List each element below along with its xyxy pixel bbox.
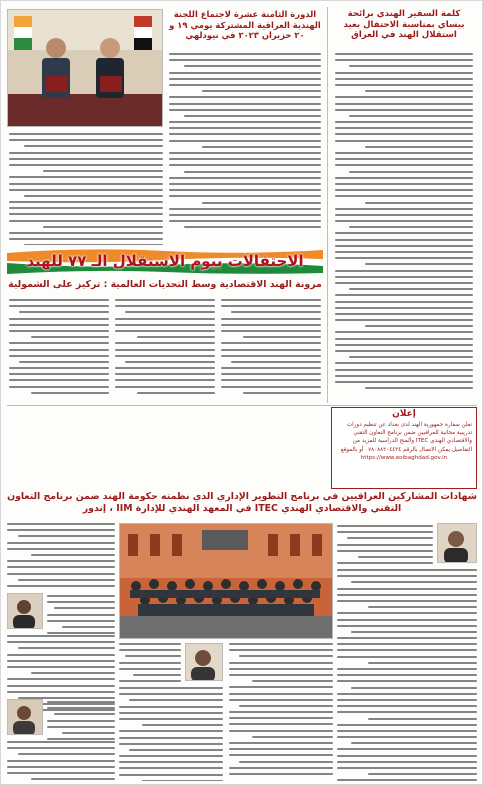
testimonials-header <box>7 491 477 521</box>
committee-headline: الدورة الثامنة عشرة لاجتماع اللجنة الهندية العراقية المشتركة يومي ١٩ و ٢٠ حزيران ٢٠٢٣ في نيودلهي <box>169 9 321 40</box>
participant-photo-3 <box>7 593 43 629</box>
economy-headline: مرونة الهند الاقتصادية وسط التحديات العالمية : تركيز على الشمولية <box>8 279 322 290</box>
participant-photo-2 <box>185 643 223 681</box>
committee-body-right <box>169 53 321 232</box>
group-photo <box>119 523 333 639</box>
announcement-box <box>331 407 477 489</box>
committee-body-left <box>9 133 163 245</box>
testimonial-center-left-body <box>119 687 223 781</box>
testimonial-left-end <box>7 741 115 781</box>
participant-photo-4 <box>7 699 43 735</box>
ambassador-body <box>335 53 473 393</box>
economy-col-1 <box>221 299 321 398</box>
testimonial-1-text <box>337 525 433 568</box>
ambassador-article <box>331 7 477 403</box>
economy-article <box>7 279 323 403</box>
testimonials-right-column <box>337 523 477 781</box>
testimonial-left-lower <box>47 701 115 744</box>
announcement-website[interactable]: https://www.eoibaghdad.gov.in <box>360 454 448 461</box>
announcement-title: إعلان <box>392 409 416 419</box>
economy-col-3 <box>9 299 109 398</box>
committee-article <box>7 7 323 245</box>
testimonial-left-mid <box>47 595 115 638</box>
announcement-body: تعلن سفارة جمهورية الهند لدى بغداد عن تنظيم دورات تدريبية مجانية للعراقيين ضمن برنامج التعاون التقني والاقتصادي الهندي ITEC والمنح الدراسية للمزيد من التفاصيل يمكن الاتصال بالرقم ٠٧٨٠٨٨٣٠٤٤٣٤ أو بالموقع <box>340 422 472 453</box>
testimonials-center-column <box>119 643 333 781</box>
signing-photo <box>7 9 163 127</box>
economy-col-2 <box>115 299 215 398</box>
participant-photo-1 <box>437 523 477 563</box>
testimonial-center-right <box>229 643 333 779</box>
testimonial-left-top <box>7 523 115 591</box>
independence-banner <box>7 247 323 275</box>
testimonial-1-body <box>337 569 477 781</box>
banner-title: الاحتفالات بيوم الاستقلال الـ ٧٧ للهند <box>26 252 304 270</box>
testimonials-left-column <box>7 523 115 781</box>
testimonials-headline: شهادات المشاركين العراقيين في برنامج التطوير الإداري الذي نظمته حكومة الهند ضمن برنامج التعاون التقني والاقتصادي الهندي ITEC في المعهد الهندي للإدارة IIM ، إندور <box>7 491 477 514</box>
ambassador-headline: كلمة السفير الهندي برائحة بيساي بمناسبة الاحتفال بعيد استقلال الهند في العراق <box>343 9 465 41</box>
testimonial-center-left <box>119 643 181 686</box>
